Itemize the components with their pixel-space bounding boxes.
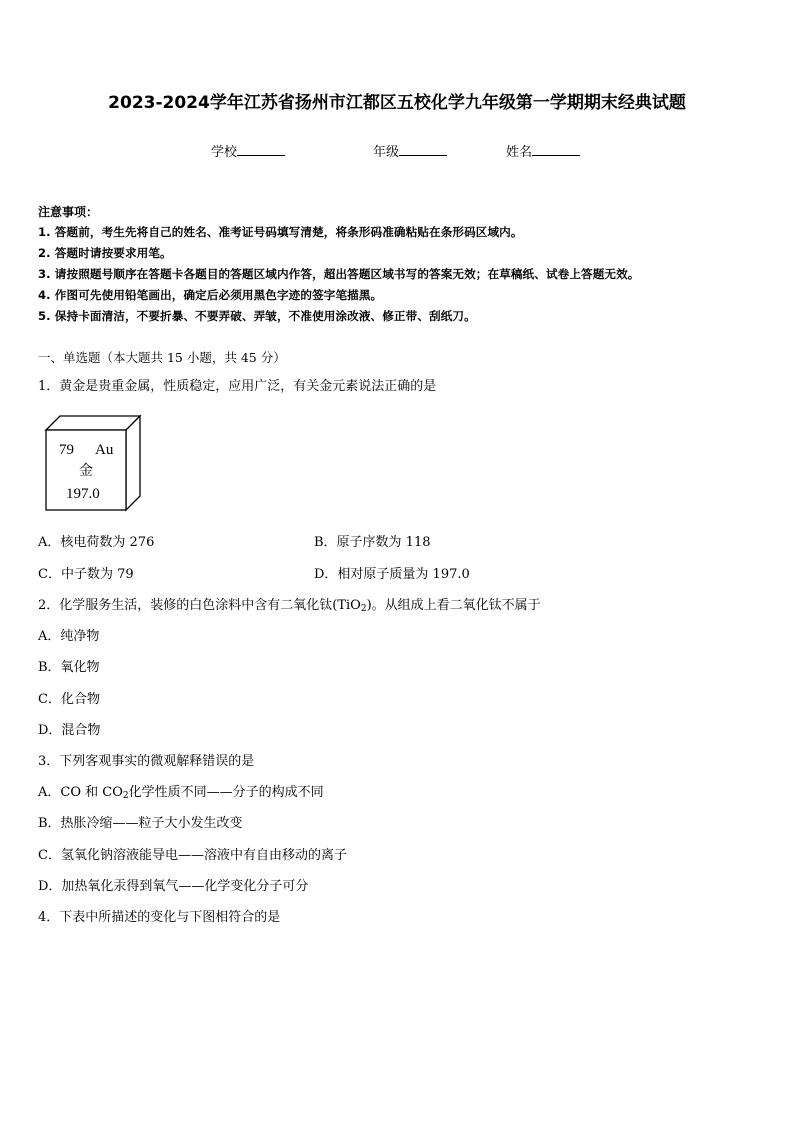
q3-option-a-part: 化学性质不同——分子的构成不同 — [128, 785, 324, 800]
notice-heading: 注意事项： — [38, 205, 99, 219]
school-label: 学校 — [211, 145, 238, 160]
q3-subscript: 2 — [122, 791, 129, 801]
q2-option-a: A．纯净物 — [38, 629, 100, 644]
name-field — [506, 141, 580, 160]
name-label: 姓名 — [506, 145, 533, 160]
q2-stem-part: 2．化学服务生活，装修的白色涂料中含有二氧化钛(TiO — [38, 598, 361, 613]
school-blank — [237, 143, 285, 156]
question-2-stem — [38, 594, 541, 614]
grade-label: 年级 — [373, 145, 400, 160]
q2-stem-part: )。从组成上看二氧化钛不属于 — [366, 598, 541, 613]
q3-option-a — [38, 781, 324, 801]
element-number: 79 — [59, 442, 74, 458]
q1-option-b: B．原子序数为 118 — [314, 535, 431, 550]
element-symbol: Au — [95, 442, 114, 458]
q3-option-a-part: A．CO 和 CO — [38, 785, 123, 800]
q1-option-d: D．相对原子质量为 197.0 — [314, 567, 470, 582]
q2-subscript: 2 — [360, 604, 367, 614]
notice-item: 3. 请按照题号顺序在答题卡各题目的答题区域内作答，超出答题区域书写的答案无效；在草稿纸、试卷上答题无效。 — [38, 267, 640, 281]
question-4-stem: 4．下表中所描述的变化与下图相符合的是 — [38, 910, 281, 925]
grade-blank — [399, 143, 447, 156]
notice-item: 5. 保持卡面清洁，不要折暴、不要弄破、弄皱，不准使用涂改液、修正带、刮纸刀。 — [38, 309, 476, 323]
notice-item: 4. 作图可先使用铅笔画出，确定后必须用黑色字迹的签字笔描黑。 — [38, 288, 383, 302]
name-blank — [532, 143, 580, 156]
q1-option-a: A．核电荷数为 276 — [38, 535, 155, 550]
q2-option-d: D．混合物 — [38, 723, 101, 738]
element-name: 金 — [79, 463, 93, 479]
q2-option-b: B．氧化物 — [38, 660, 100, 675]
question-1-stem: 1．黄金是贵重金属，性质稳定，应用广泛，有关金元素说法正确的是 — [38, 379, 437, 394]
question-3-stem: 3．下列客观事实的微观解释错误的是 — [38, 754, 255, 769]
notice-item: 1. 答题前，考生先将自己的姓名、准考证号码填写清楚，将条形码准确粘贴在条形码区域内。 — [38, 225, 523, 239]
page-title: 2023-2024学年江苏省扬州市江都区五校化学九年级第一学期期末经典试题 — [108, 93, 686, 113]
q3-option-b: B．热胀冷缩——粒子大小发生改变 — [38, 816, 243, 831]
section-heading: 一、单选题（本大题共 15 小题，共 45 分） — [38, 350, 286, 365]
grade-field — [373, 141, 447, 160]
element-cell-diagram — [44, 414, 144, 514]
notice-item: 2. 答题时请按要求用笔。 — [38, 246, 172, 260]
q3-option-d: D．加热氧化汞得到氧气——化学变化分子可分 — [38, 879, 309, 894]
element-mass: 197.0 — [66, 486, 100, 502]
q1-option-c: C．中子数为 79 — [38, 567, 134, 582]
q2-option-c: C．化合物 — [38, 692, 100, 707]
school-field — [211, 141, 285, 160]
q3-option-c: C．氢氧化钠溶液能导电——溶液中有自由移动的离子 — [38, 848, 347, 863]
